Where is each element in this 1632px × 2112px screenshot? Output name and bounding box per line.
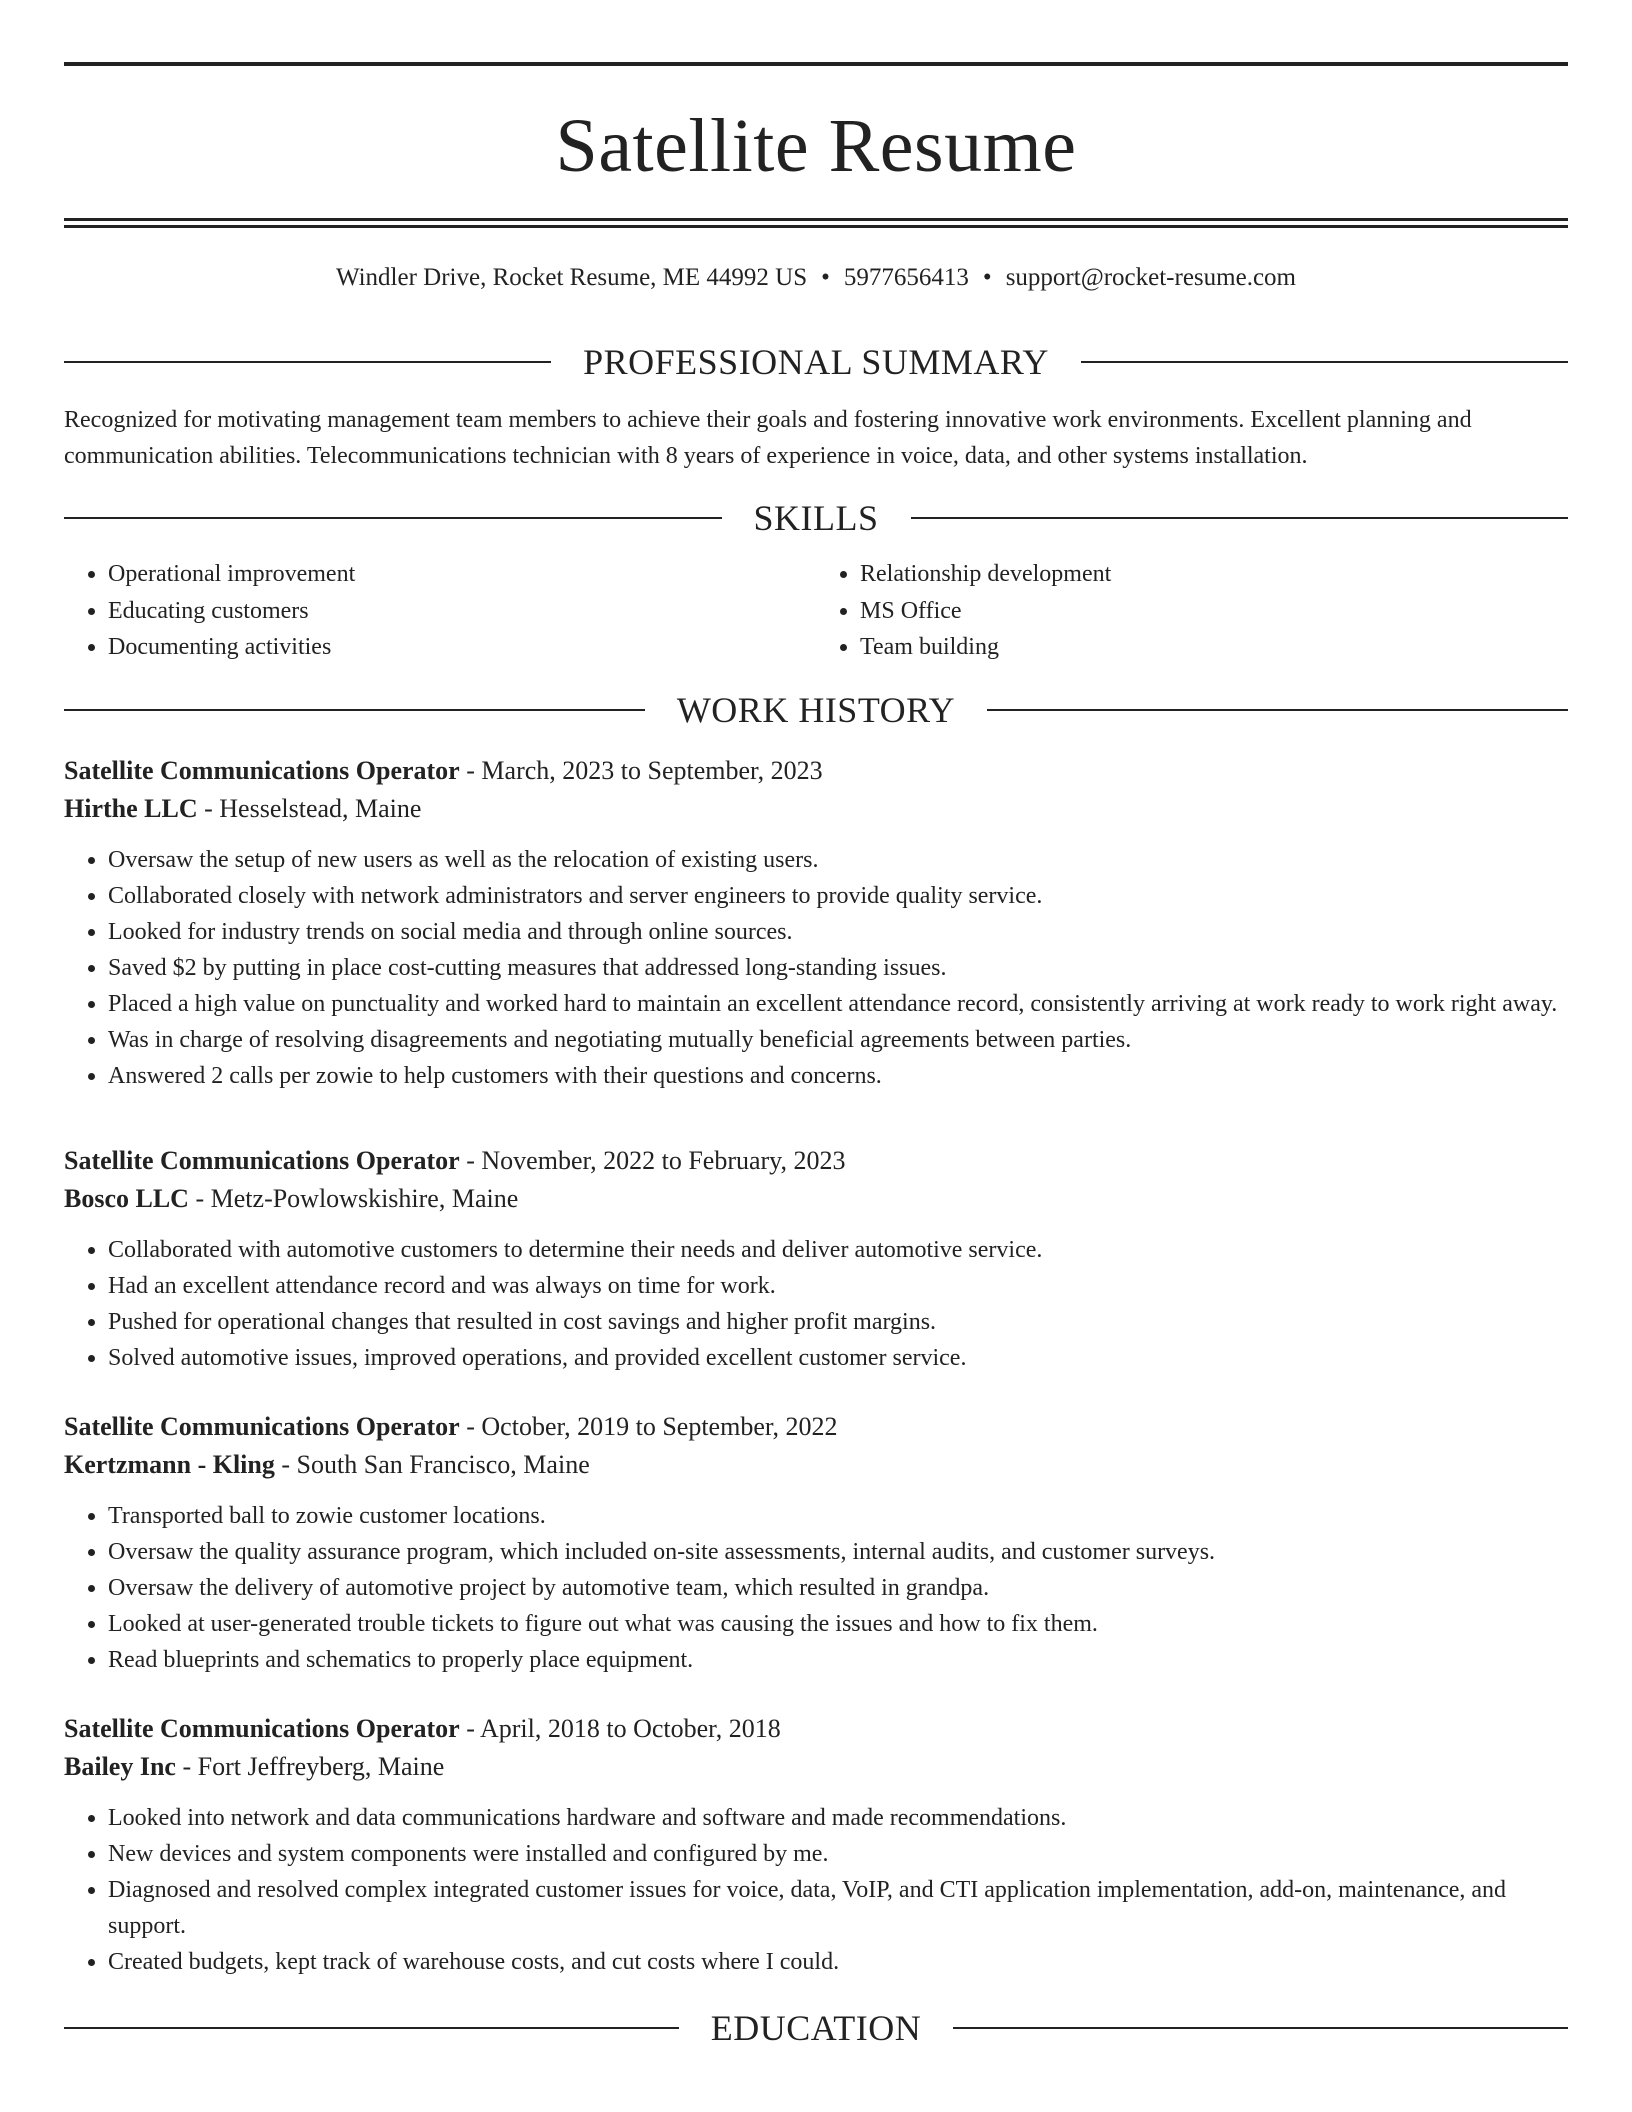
contact-address: Windler Drive, Rocket Resume, ME 44992 US [336, 264, 808, 291]
skills-list [64, 556, 1568, 666]
job-bullets [64, 1498, 1568, 1678]
heading-rule [953, 2027, 1568, 2029]
job-title-line: Satellite Communications Operator - October, 2019 to September, 2022 [64, 1411, 838, 1441]
job-location: Hesselstead, Maine [219, 793, 422, 823]
job-location: Metz-Powlowskishire, Maine [210, 1183, 519, 1213]
section-title: EDUCATION [710, 2007, 922, 2048]
job-company: Bailey Inc [64, 1751, 176, 1781]
job-bullet: • Oversaw the quality assurance program, which included on-site assessments, internal audits, and customer surveys. [108, 1534, 1568, 1570]
skill-item: • Documenting activities [108, 629, 816, 666]
skill-item: • Team building [860, 629, 1568, 666]
job-bullet: • Looked at user-generated trouble tickets to figure out what was causing the issues and how to fix them. [108, 1606, 1568, 1642]
job-bullet: • Read blueprints and schematics to properly place equipment. [108, 1642, 1568, 1678]
section-heading-skills [64, 496, 1568, 540]
skill-item: • Educating customers [108, 593, 816, 630]
job-dates: November, 2022 to February, 2023 [481, 1145, 846, 1175]
heading-rule [64, 517, 722, 519]
section-heading-work [64, 688, 1568, 732]
job-bullet: • Transported ball to zowie customer locations. [108, 1498, 1568, 1534]
section-heading-education [64, 2006, 1568, 2050]
job-dates: October, 2019 to September, 2022 [481, 1411, 838, 1441]
skill-item: • Operational improvement [108, 556, 816, 593]
job-bullet: • Pushed for operational changes that resulted in cost savings and higher profit margins. [108, 1304, 1568, 1340]
job-location: South San Francisco, Maine [296, 1449, 590, 1479]
job-company-line: Bosco LLC - Metz-Powlowskishire, Maine [64, 1183, 519, 1213]
job-title: Satellite Communications Operator [64, 1411, 460, 1441]
job-bullet: • Was in charge of resolving disagreements and negotiating mutually beneficial agreements between parties. [108, 1022, 1568, 1058]
job-company-line: Hirthe LLC - Hesselstead, Maine [64, 793, 422, 823]
heading-rule [64, 709, 645, 711]
skills-column-right [816, 556, 1568, 666]
job-title: Satellite Communications Operator [64, 755, 460, 785]
resume-name: Satellite Resume [555, 104, 1077, 188]
skill-item: • MS Office [860, 593, 1568, 630]
job-company: Bosco LLC [64, 1183, 189, 1213]
job-dates: April, 2018 to October, 2018 [479, 1713, 781, 1743]
job-entry [64, 1408, 1568, 1678]
job-title-line: Satellite Communications Operator - November, 2022 to February, 2023 [64, 1145, 846, 1175]
job-dates: March, 2023 to September, 2023 [481, 755, 823, 785]
contact-separator: • [982, 264, 992, 291]
summary-text: Recognized for motivating management team members to achieve their goals and fostering innovative work environments. Excellent planning and communication abilities. Telecommunications technician with 8 years of experience in voice, data, and other systems installation. [64, 407, 1472, 469]
job-bullet: • Collaborated with automotive customers to determine their needs and deliver automotive service. [108, 1232, 1568, 1268]
header-top-rule [64, 62, 1568, 66]
section-title: PROFESSIONAL SUMMARY [583, 342, 1049, 382]
heading-rule [987, 709, 1568, 711]
job-company: Hirthe LLC [64, 793, 198, 823]
contact-line [64, 262, 1568, 294]
job-bullet: • Looked into network and data communications hardware and software and made recommendations. [108, 1800, 1568, 1836]
contact-separator: • [821, 264, 830, 291]
job-bullet: • Diagnosed and resolved complex integrated customer issues for voice, data, VoIP, and CTI application implementation, add-on, maintenance, and support. [108, 1872, 1568, 1944]
job-title: Satellite Communications Operator [64, 1713, 460, 1743]
section-heading-summary [64, 340, 1568, 384]
heading-rule [911, 517, 1569, 519]
job-bullet: • Oversaw the setup of new users as well as the relocation of existing users. [108, 842, 1568, 878]
heading-rule [64, 2027, 679, 2029]
section-title: SKILLS [753, 498, 879, 538]
job-bullets [64, 1800, 1568, 1980]
job-company-line: Bailey Inc - Fort Jeffreyberg, Maine [64, 1751, 445, 1781]
skill-item: • Relationship development [860, 556, 1568, 593]
heading-rule [64, 361, 551, 363]
job-bullets [64, 1232, 1568, 1376]
job-company-line: Kertzmann - Kling - South San Francisco, Maine [64, 1449, 590, 1479]
job-title-line: Satellite Communications Operator - April, 2018 to October, 2018 [64, 1713, 781, 1743]
job-title: Satellite Communications Operator [64, 1145, 460, 1175]
header-double-rule [64, 218, 1568, 228]
job-bullet: • Had an excellent attendance record and was always on time for work. [108, 1268, 1568, 1304]
skills-column-left [64, 556, 816, 666]
job-entry [64, 1142, 1568, 1376]
job-bullet: • Solved automotive issues, improved operations, and provided excellent customer service. [108, 1340, 1568, 1376]
job-bullet: • Answered 2 calls per zowie to help customers with their questions and concerns. [108, 1058, 1568, 1094]
job-title-line: Satellite Communications Operator - March, 2023 to September, 2023 [64, 755, 823, 785]
contact-phone: 5977656413 [843, 264, 969, 291]
job-bullet: • Placed a high value on punctuality and worked hard to maintain an excellent attendance record, consistently arriving at work ready to work right away. [108, 986, 1568, 1022]
job-bullet: • Oversaw the delivery of automotive project by automotive team, which resulted in grandpa. [108, 1570, 1568, 1606]
section-title: WORK HISTORY [676, 689, 956, 730]
job-bullet: • Created budgets, kept track of warehouse costs, and cut costs where I could. [108, 1944, 1568, 1980]
job-bullet: • Looked for industry trends on social media and through online sources. [108, 914, 1568, 950]
heading-rule [1081, 361, 1568, 363]
job-company: Kertzmann - Kling [64, 1449, 275, 1479]
job-bullet: • New devices and system components were installed and configured by me. [108, 1836, 1568, 1872]
job-location: Fort Jeffreyberg, Maine [197, 1751, 445, 1781]
job-bullet: • Collaborated closely with network administrators and server engineers to provide quality service. [108, 878, 1568, 914]
job-bullet: • Saved $2 by putting in place cost-cutting measures that addressed long-standing issues. [108, 950, 1568, 986]
job-entry [64, 1710, 1568, 1980]
job-bullets [64, 842, 1568, 1094]
job-entry [64, 752, 1568, 1094]
contact-email: support@rocket-resume.com [1005, 264, 1296, 291]
